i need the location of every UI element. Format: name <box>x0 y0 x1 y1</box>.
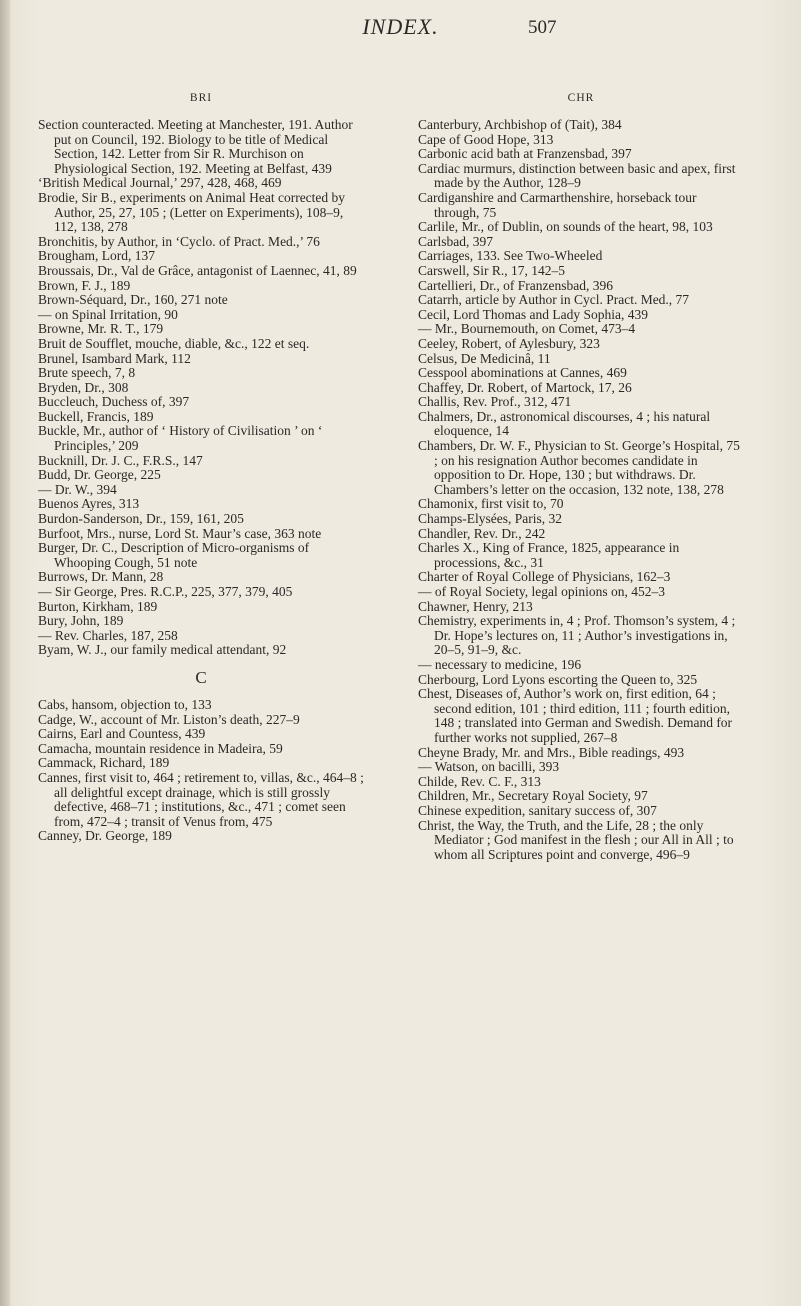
index-entry: — necessary to medicine, 196 <box>418 656 582 672</box>
right-entry-list <box>418 118 744 862</box>
index-entry: Cesspool abominations at Cannes, 469 <box>418 365 627 381</box>
right-column-head: CHR <box>567 92 595 104</box>
index-entry: — Rev. Charles, 187, 258 <box>38 627 178 643</box>
index-entry: Burfoot, Mrs., nurse, Lord St. Maur’s case, 363 note <box>38 525 322 541</box>
page-header <box>0 14 801 44</box>
index-entry: Canney, Dr. George, 189 <box>38 828 172 844</box>
index-entry: Broussais, Dr., Val de Grâce, antagonist of Laennec, 41, 89 <box>38 262 357 278</box>
index-entry: Buckell, Francis, 189 <box>38 408 154 424</box>
index-entry: Carlsbad, 397 <box>418 233 493 249</box>
section-letter: C <box>195 667 207 687</box>
index-entry: Cannes, first visit to, 464 ; retirement to, villas, &c., 464–8 ; all delightful except drainage, which is still grossly defective, 468–71 ; institutions, &c., 471 ; comet seen from, 472–4 ; transit of Venus from, 475 <box>38 769 364 829</box>
index-entry: — Dr. W., 394 <box>38 481 117 497</box>
index-entry: Budd, Dr. George, 225 <box>38 467 161 483</box>
index-entry: Chalmers, Dr., astronomical discourses, 4 ; his natural eloquence, 14 <box>418 408 711 439</box>
left-entry-list-c <box>38 698 364 844</box>
index-entry: Cairns, Earl and Countess, 439 <box>38 726 206 742</box>
index-entry: Cape of Good Hope, 313 <box>418 131 554 147</box>
index-entry: Childe, Rev. C. F., 313 <box>418 773 541 789</box>
index-entry: Challis, Rev. Prof., 312, 471 <box>418 394 572 410</box>
index-entry: Burdon-Sanderson, Dr., 159, 161, 205 <box>38 511 244 527</box>
index-entry: Carswell, Sir R., 17, 142–5 <box>418 262 565 278</box>
index-entry: Cammack, Richard, 189 <box>38 755 170 771</box>
index-entry: Cartellieri, Dr., of Franzensbad, 396 <box>418 277 613 293</box>
index-entry: — Sir George, Pres. R.C.P., 225, 377, 379, 405 <box>38 584 293 599</box>
index-entry: Bucknill, Dr. J. C., F.R.S., 147 <box>38 452 203 468</box>
index-entry: Cardiganshire and Carmarthenshire, horseback tour through, 75 <box>418 189 697 220</box>
left-column <box>38 92 364 844</box>
left-entry-list <box>38 118 364 658</box>
index-entry: — Watson, on bacilli, 393 <box>418 759 560 775</box>
index-entry: Cherbourg, Lord Lyons escorting the Queen to, 325 <box>418 671 698 687</box>
index-entry: Catarrh, article by Author in Cycl. Pract. Med., 77 <box>418 292 690 308</box>
index-entry: Charter of Royal College of Physicians, 162–3 <box>418 569 671 585</box>
index-entry: Carlile, Mr., of Dublin, on sounds of the heart, 98, 103 <box>418 219 713 235</box>
index-entry: Brute speech, 7, 8 <box>38 365 136 381</box>
index-entry: Ceeley, Robert, of Aylesbury, 323 <box>418 335 600 351</box>
index-entry: Camacha, mountain residence in Madeira, 59 <box>38 740 283 756</box>
index-entry: Cardiac murmurs, distinction between basic and apex, first made by the Author, 128–9 <box>418 160 736 191</box>
index-entry: Celsus, De Medicinâ, 11 <box>418 350 551 366</box>
index-entry: Bronchitis, by Author, in ‘Cyclo. of Pract. Med.,’ 76 <box>38 233 320 249</box>
page-number: 507 <box>528 17 557 38</box>
index-entry: Burger, Dr. C., Description of Micro-organisms of Whooping Cough, 51 note <box>38 540 310 570</box>
index-entry: Carriages, 133. See Two-Wheeled <box>418 248 603 264</box>
index-entry: Bury, John, 189 <box>38 613 124 629</box>
index-entry: Chemistry, experiments in, 4 ; Prof. Thomson’s system, 4 ; Dr. Hope’s lectures on, 11 ; Author’s investigations in, 20–5, 91–9, &c. <box>418 613 736 658</box>
index-entry: Champs-Elysées, Paris, 32 <box>418 511 562 527</box>
index-entry: Section counteracted. Meeting at Manchester, 191. Author put on Council, 192. Biology to be title of Medical Section, 142. Letter from Sir R. Murchison on Physiological Section, 192. Meeting at Belfast, 439 <box>38 117 353 176</box>
book-gutter <box>0 0 10 1306</box>
index-entry: Chamonix, first visit to, 70 <box>418 496 564 512</box>
index-entry: Chandler, Rev. Dr., 242 <box>418 525 546 541</box>
index-entry: Cabs, hansom, objection to, 133 <box>38 696 212 712</box>
index-entry: Children, Mr., Secretary Royal Society, 97 <box>418 788 648 804</box>
index-entry: — of Royal Society, legal opinions on, 452–3 <box>418 584 665 599</box>
index-entry: Christ, the Way, the Truth, and the Life, 28 ; the only Mediator ; God manifest in the flesh ; our All in All ; to whom all Scriptures point and converge, 496–9 <box>418 817 734 862</box>
index-entry: Burrows, Dr. Mann, 28 <box>38 569 164 585</box>
index-entry: Chinese expedition, sanitary success of, 307 <box>418 802 657 818</box>
index-entry: Chambers, Dr. W. F., Physician to St. George’s Hospital, 75 ; on his resignation Author becomes candidate in opposition to Dr. Hope, 130 ; but withdraws. Dr. Chambers’s letter on the occasion, 132 note, 138, 278 <box>418 438 740 497</box>
index-entry: Bryden, Dr., 308 <box>38 379 129 395</box>
left-column-head: BRI <box>189 92 213 104</box>
index-entry: Chest, Diseases of, Author’s work on, first edition, 64 ; second edition, 101 ; third edition, 111 ; fourth edition, 148 ; translated into German and Swedish. Demand for further works not supplied, 267–8 <box>418 686 733 745</box>
index-entry: Canterbury, Archbishop of (Tait), 384 <box>418 117 622 132</box>
index-entry: Buenos Ayres, 313 <box>38 496 140 512</box>
index-entry: Brown, F. J., 189 <box>38 277 131 293</box>
index-entry: Brown-Séquard, Dr., 160, 271 note <box>38 292 228 308</box>
index-entry: Charles X., King of France, 1825, appearance in processions, &c., 31 <box>418 540 680 570</box>
index-entry: Cecil, Lord Thomas and Lady Sophia, 439 <box>418 306 648 322</box>
index-entry: Brougham, Lord, 137 <box>38 248 155 264</box>
index-entry: Cadge, W., account of Mr. Liston’s death, 227–9 <box>38 711 300 727</box>
index-entry: Chaffey, Dr. Robert, of Martock, 17, 26 <box>418 379 632 395</box>
index-entry: Browne, Mr. R. T., 179 <box>38 321 164 337</box>
index-entry: Buckle, Mr., author of ‘ History of Civilisation ’ on ‘ Principles,’ 209 <box>38 423 323 454</box>
index-entry: Burton, Kirkham, 189 <box>38 598 158 614</box>
running-title: INDEX. <box>362 14 439 39</box>
index-entry: — Mr., Bournemouth, on Comet, 473–4 <box>418 321 636 337</box>
right-column <box>418 92 744 862</box>
index-entry: — on Spinal Irritation, 90 <box>38 306 178 322</box>
index-entry: Bruit de Soufflet, mouche, diable, &c., 122 et seq. <box>38 335 310 351</box>
index-entry: Cheyne Brady, Mr. and Mrs., Bible readings, 493 <box>418 744 685 760</box>
index-entry: Brunel, Isambard Mark, 112 <box>38 350 191 366</box>
index-entry: Buccleuch, Duchess of, 397 <box>38 394 190 410</box>
index-entry: Chawner, Henry, 213 <box>418 598 533 614</box>
index-entry: Carbonic acid bath at Franzensbad, 397 <box>418 146 632 162</box>
index-entry: ‘British Medical Journal,’ 297, 428, 468, 469 <box>38 175 282 191</box>
index-entry: Byam, W. J., our family medical attendant, 92 <box>38 642 287 658</box>
index-entry: Brodie, Sir B., experiments on Animal Heat corrected by Author, 25, 27, 105 ; (Letter on Experiments), 108–9, 112, 138, 278 <box>38 189 346 235</box>
